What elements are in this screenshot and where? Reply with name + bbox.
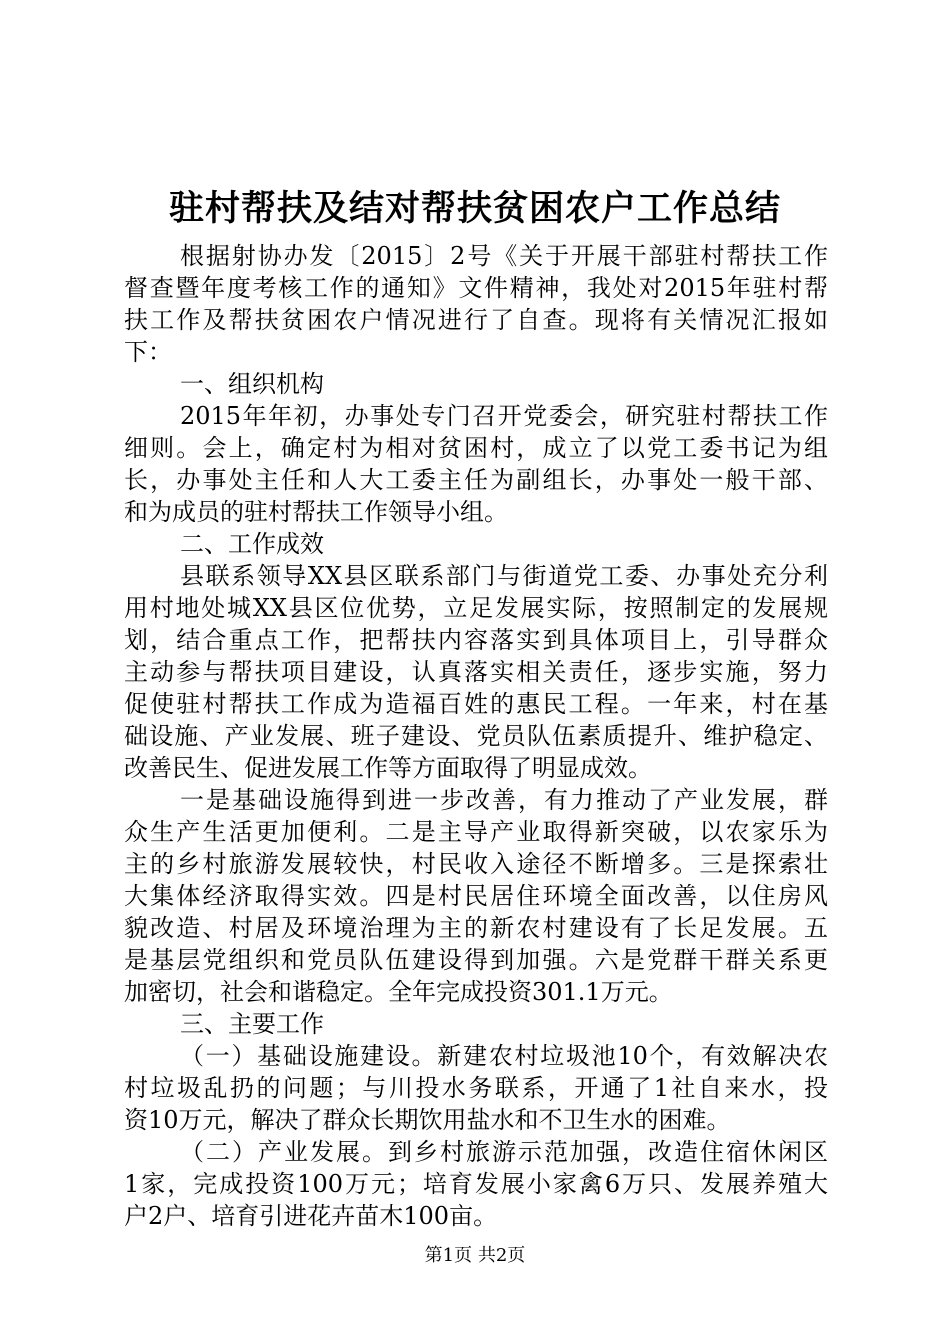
text-line: 主的乡村旅游发展较快，村民收入途径不断增多。三是探索壮 — [124, 850, 828, 878]
text-line: 是基层党组织和党员队伍建设得到加强。六是党群干群关系更 — [124, 946, 828, 974]
text-line: 细则。会上，确定村为相对贫困村，成立了以党工委书记为组 — [124, 434, 828, 462]
text-line: 一是基础设施得到进一步改善，有力推动了产业发展，群 — [180, 786, 828, 814]
text-line: （二）产业发展。到乡村旅游示范加强，改造住宿休闲区 — [180, 1138, 828, 1166]
text-line: 众生产生活更加便利。二是主导产业取得新突破，以农家乐为 — [124, 818, 828, 846]
text-line: 1家，完成投资100万元；培育发展小家禽6万只、发展养殖大 — [124, 1170, 828, 1198]
text-line: 2015年年初，办事处专门召开党委会，研究驻村帮扶工作 — [180, 402, 828, 430]
section-heading: 一、组织机构 — [180, 370, 324, 398]
text-line: 加密切，社会和谐稳定。全年完成投资301.1万元。 — [124, 978, 673, 1006]
text-line: 根据射协办发〔2015〕2号《关于开展干部驻村帮扶工作 — [180, 242, 828, 270]
text-line: 大集体经济取得实效。四是村民居住环境全面改善，以住房风 — [124, 882, 828, 910]
text-line: 用村地处城XX县区位优势，立足发展实际，按照制定的发展规 — [124, 594, 828, 622]
text-line: 下： — [124, 338, 172, 366]
text-line: 村垃圾乱扔的问题；与川投水务联系，开通了1社自来水，投 — [124, 1074, 828, 1102]
text-line: 扶工作及帮扶贫困农户情况进行了自查。现将有关情况汇报如 — [124, 306, 828, 334]
text-line: 县联系领导XX县区联系部门与街道党工委、办事处充分利 — [180, 562, 828, 590]
section-heading: 三、主要工作 — [180, 1010, 324, 1038]
text-line: 主动参与帮扶项目建设，认真落实相关责任，逐步实施，努力 — [124, 658, 828, 686]
text-line: 貌改造、村居及环境治理为主的新农村建设有了长足发展。五 — [124, 914, 828, 942]
document-title: 驻村帮扶及结对帮扶贫困农户工作总结 — [168, 188, 781, 229]
section-heading: 二、工作成效 — [180, 530, 324, 558]
text-line: 促使驻村帮扶工作成为造福百姓的惠民工程。一年来，村在基 — [124, 690, 828, 718]
page-footer: 第1页 共2页 — [424, 1245, 526, 1266]
text-line: 资10万元，解决了群众长期饮用盐水和不卫生水的困难。 — [124, 1106, 731, 1134]
text-line: （一）基础设施建设。新建农村垃圾池10个，有效解决农 — [180, 1042, 828, 1070]
text-line: 长，办事处主任和人大工委主任为副组长，办事处一般干部、 — [124, 466, 828, 494]
text-line: 督查暨年度考核工作的通知》文件精神，我处对2015年驻村帮 — [124, 274, 828, 302]
text-line: 划，结合重点工作，把帮扶内容落实到具体项目上，引导群众 — [124, 626, 828, 654]
text-line: 础设施、产业发展、班子建设、党员队伍素质提升、维护稳定、 — [124, 722, 828, 750]
text-line: 户2户、培育引进花卉苗木100亩。 — [124, 1202, 498, 1230]
text-line: 改善民生、促进发展工作等方面取得了明显成效。 — [124, 754, 652, 782]
document-body — [124, 240, 828, 1232]
text-line: 和为成员的驻村帮扶工作领导小组。 — [124, 498, 508, 526]
